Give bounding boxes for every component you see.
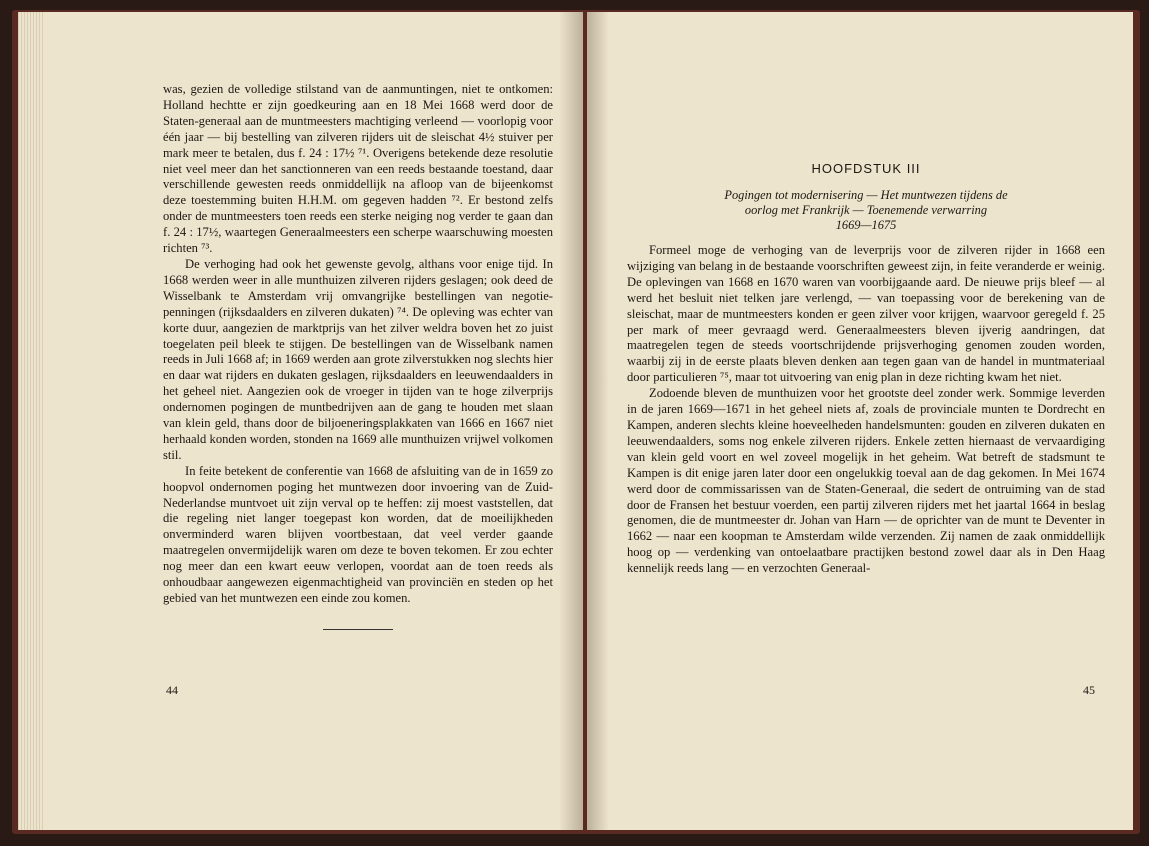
chapter-title: HOOFDSTUK III [811,161,921,176]
paragraph: was, gezien de volledige stilstand van de aanmuntingen, niet te ontkomen: Holland hechtte er zijn goedkeuring aan en 18 Mei 1668 werd door de Staten-generaal aan de muntmeesters machtiging verleend — voorlopig voor één jaar — bij bestelling van zilveren rijders uit de sleischat 4½ stuiver per mark meer te betalen, dus f. 24 : 17½ ⁷¹. Overigens betekende deze resolutie niet veel meer dan het sanctionneren van een reeds bestaande toestand, daar verschillende gewesten reeds onmiddellijk na afloop van de bijeenkomst deze toestemming buiten H.H.M. om gegeven hadden ⁷². Er bestond zelfs onder de muntmeesters toen reeds een sterke neiging nog verder te gaan dan f. 24 : 17½, waartegen Generaalmeesters een scherpe waarschuwing moesten richten ⁷³. [163,82,553,256]
left-page-text [163,82,553,607]
page-number: 44 [166,683,178,697]
paragraph: De verhoging had ook het gewenste gevolg, althans voor enige tijd. In 1668 werden weer in alle munthuizen zilveren rijders geslagen; ook deed de Wisselbank te Amsterdam vrij omvangrijke bestellingen van negotie-penningen (rijksdaalders en zilveren dukaten) ⁷⁴. De opleving was echter van korte duur, aangezien de marktprijs van het zilver weldra boven het zo juist toegelaten peil bleek te stijgen. De bestellingen van de Wisselbank namen reeds in Juli 1668 af; in 1669 werden aan grote zilverstukken nog slechts hier en daar wat rijders en dukaten geslagen, rijksdaalders en leeuwendaalders in het geheel niet. Aangezien ook de vroeger in tijden van te hoge zilverprijs ondernomen pogingen de muntbedrijven aan de gang te houden met slaan van klein geld, thans door de biljoeneringsplakkaten van 1666 en 1667 niet herhaald konden worden, stonden na 1669 alle munthuizen vrijwel volkomen stil. [163,256,553,462]
section-separator [323,629,393,630]
subtitle-line: oorlog met Frankrijk — Toenemende verwarring [744,203,988,217]
page-number: 45 [1083,683,1095,697]
paragraph: Formeel moge de verhoging van de leverprijs voor de zilveren rijder in 1668 een wijziging van belang in de bestaande voorschriften geweest zijn, in feite veranderde er weinig. De oplevingen van 1668 en 1670 waren van voorbijgaande aard. De nieuwe prijs bleef — al werd het besluit niet telken jare verlengd, — van toepassing voor de berekening van de sleischat, maar de muntmeesters konden er geen zilver voor krijgen, waarvoor geregeld f. 25 per mark of meer gevraagd werd. Generaalmeesters bleven ijverig aandringen, dat maatregelen tegen de steeds voortschrijdende prijsverhoging genomen zouden worden, waarbij zij in de eerste plaats bleven denken aan tegen gaan van de handel in muntmateriaal door particulieren ⁷⁵, maar tot uitvoering van enig plan in deze richting kwam het niet. [627,243,1105,385]
left-page [18,12,583,830]
paragraph: Zodoende bleven de munthuizen voor het grootste deel zonder werk. Sommige leverden in de jaren 1669—1671 in het geheel niets af, zoals de provinciale munten te Dordrecht en Kampen, anderen slechts kleine hoeveelheden handelsmunten: gouden en zilveren dukaten en leeuwendaalders, soms nog enkele zilveren rijders. Enkele zetten hiernaast de vervaardiging van klein geld voort en wel zoveel mogelijk in het geheim. Wat betreft de stadsmunt te Kampen is dit enige jaren later door een ongelukkig toeval aan de dag gekomen. In Mei 1674 werd door de commissarissen van de Staten-Generaal, die sedert de ontruiming van de stad door de Fransen het bestuur voerden, een partij zilveren rijders met het jaartal 1664 in beslag genomen, die de muntmeester dr. Johan van Harn — de oprichter van de munt te Deventer in 1662 — naar een koopman te Amsterdam wilde verzenden. Zij namen de zaak onmiddellijk hoog op — verdenking van ontoelaatbare practijken bestond zowel daar als in Den Haag kennelijk reeds lang — en verzochten Generaal- [627,386,1105,576]
right-page-text [627,243,1105,577]
subtitle-line: 1669—1675 [835,218,897,232]
subtitle-line: Pogingen tot modernisering — Het muntwezen tijdens de [724,188,1008,202]
paragraph: In feite betekent de conferentie van 1668 de afsluiting van de in 1659 zo hoopvol ondernomen poging het muntwezen door invoering van de Zuid-Nederlandse muntvoet uit zijn verval op te heffen: zij moest vaststellen, dat die regeling niet langer toegepast kon worden, dat de moeilijkheden onverminderd waren blijven voortbestaan, dat veel verder gaande maatregelen onvermijdelijk waren om deze te boven tekomen. Er zou echter nog meer dan een kwart eeuw verlopen, voordat aan de toen reeds als onhoudbaar aangewezen eigenmachtigheid van provinciën en steden op het gebied van het muntwezen een einde zou komen. [163,463,553,605]
chapter-subtitle [643,188,1089,233]
right-page [587,12,1133,830]
